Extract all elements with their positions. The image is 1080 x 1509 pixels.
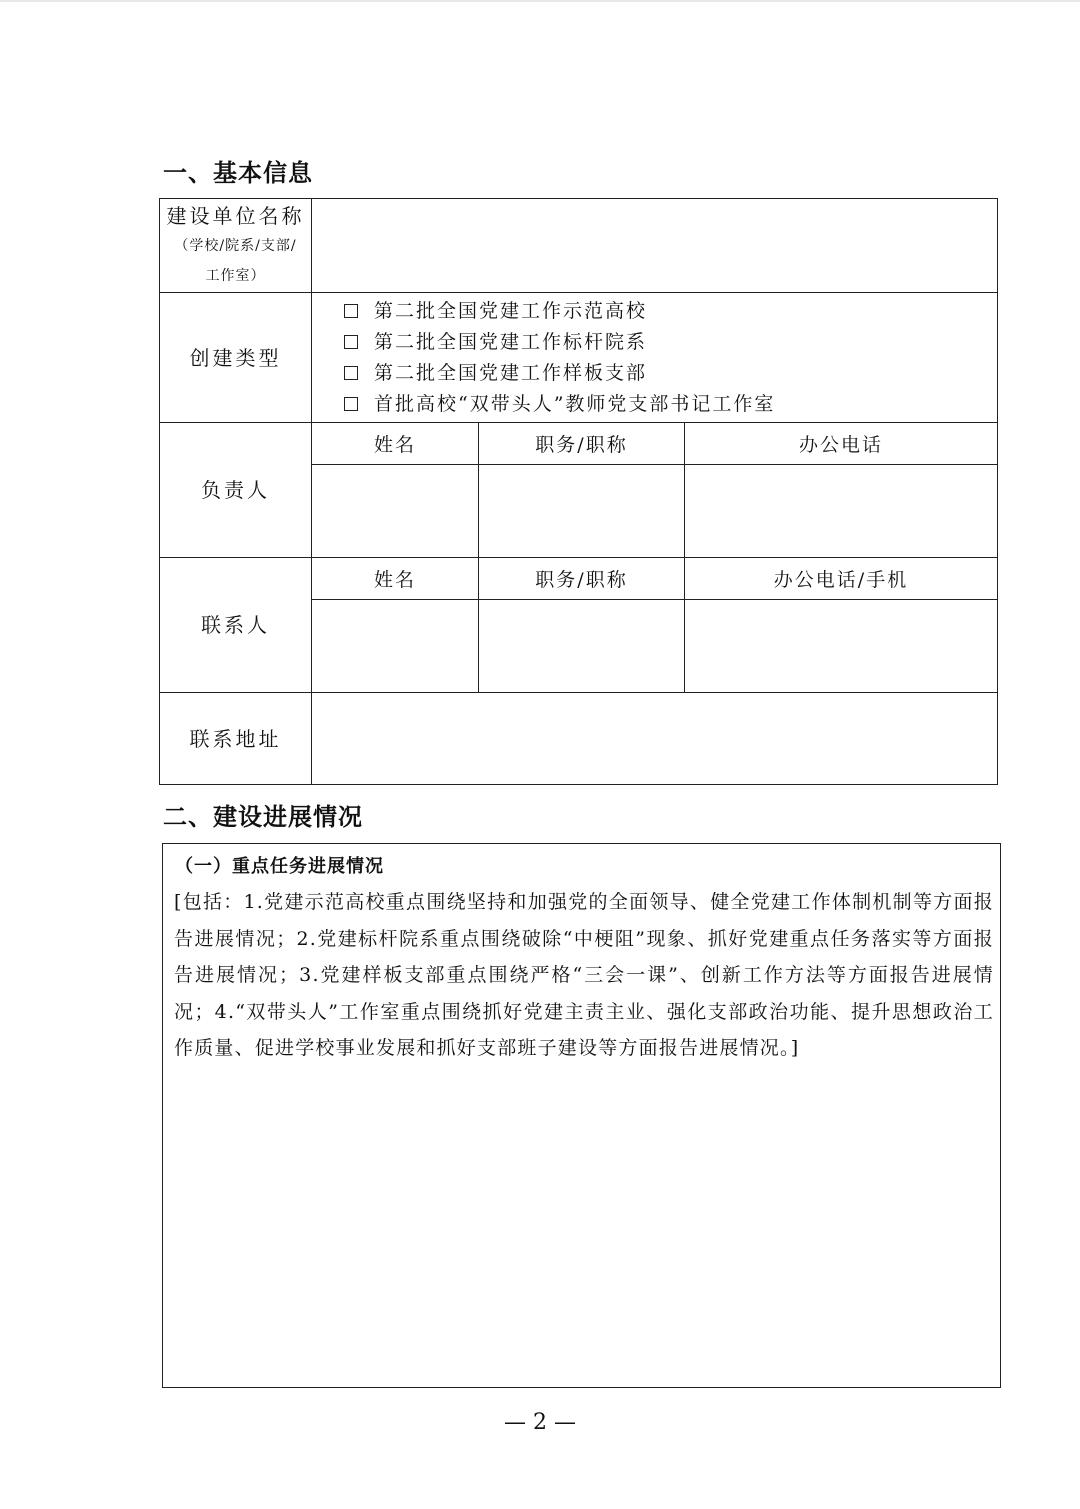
leader-header-row: [160, 423, 998, 465]
contact-col-title: 职务/职称: [479, 558, 685, 600]
type-label-cell: [160, 293, 312, 423]
progress-box[interactable]: [162, 843, 1001, 1388]
type-option-1[interactable]: [344, 296, 997, 327]
type-option-4[interactable]: [344, 389, 997, 420]
checkbox-icon[interactable]: [344, 335, 358, 349]
address-row: [160, 693, 998, 785]
contact-col-phone: 办公电话/手机: [685, 558, 998, 600]
page-top-edge: [0, 0, 1080, 2]
address-value-cell[interactable]: [312, 693, 998, 785]
leader-title-cell[interactable]: [479, 465, 685, 558]
subsection-title: （一）重点任务进展情况: [175, 856, 384, 877]
leader-label: 负责人: [201, 478, 270, 502]
section-2-title: 二、建设进展情况: [163, 803, 363, 831]
type-option-label: 首批高校“双带头人”教师党支部书记工作室: [374, 393, 776, 415]
checkbox-icon[interactable]: [344, 304, 358, 318]
contact-name-cell[interactable]: [312, 600, 479, 693]
unit-label-sub2: 工作室）: [205, 267, 266, 284]
type-row: [160, 293, 998, 423]
contact-col-name: 姓名: [312, 558, 479, 600]
unit-value-cell[interactable]: [312, 199, 998, 293]
address-label: 联系地址: [189, 726, 282, 751]
leader-phone-cell[interactable]: [685, 465, 998, 558]
leader-name-cell[interactable]: [312, 465, 479, 558]
progress-instructions: [包括：1.党建示范高校重点围绕坚持和加强党的全面领导、健全党建工作体制机制等方面报告进展情况；2.党建标杆院系重点围绕破除“中梗阻”现象、抓好党建重点任务落实等方面报告进展情况；3.党建样板支部重点围绕严格“三会一课”、创新工作方法等方面报告进展情况；4.“双带头人”工作室重点围绕抓好党建主责主业、强化支部政治功能、提升思想政治工作质量、促进学校事业发展和抓好支部班子建设等方面报告进展情况。]: [174, 891, 994, 1059]
contact-phone-cell[interactable]: [685, 600, 998, 693]
unit-row: [160, 199, 998, 293]
type-option-label: 第二批全国党建工作标杆院系: [374, 331, 648, 353]
type-option-label: 第二批全国党建工作样板支部: [374, 362, 648, 384]
unit-label-cell: [160, 199, 312, 293]
contact-label: 联系人: [201, 613, 270, 637]
contact-label-cell: [160, 558, 312, 693]
address-label-cell: [160, 693, 312, 785]
unit-label: 建设单位名称: [166, 203, 305, 228]
type-option-3[interactable]: [344, 358, 997, 389]
type-label: 创建类型: [189, 345, 282, 370]
leader-col-phone: 办公电话: [685, 423, 998, 465]
checkbox-icon[interactable]: [344, 366, 358, 380]
contact-title-cell[interactable]: [479, 600, 685, 693]
leader-label-cell: [160, 423, 312, 558]
leader-col-name: 姓名: [312, 423, 479, 465]
type-options-cell: [312, 293, 998, 423]
unit-label-sub1: （学校/院系/支部/: [174, 237, 297, 254]
leader-col-title: 职务/职称: [479, 423, 685, 465]
section-1-title: 一、基本信息: [163, 159, 313, 187]
type-option-label: 第二批全国党建工作示范高校: [374, 300, 648, 322]
type-option-2[interactable]: [344, 327, 997, 358]
checkbox-icon[interactable]: [344, 397, 358, 411]
basic-info-table: [159, 198, 998, 785]
page-number: — 2 —: [504, 1410, 576, 1435]
contact-header-row: [160, 558, 998, 600]
